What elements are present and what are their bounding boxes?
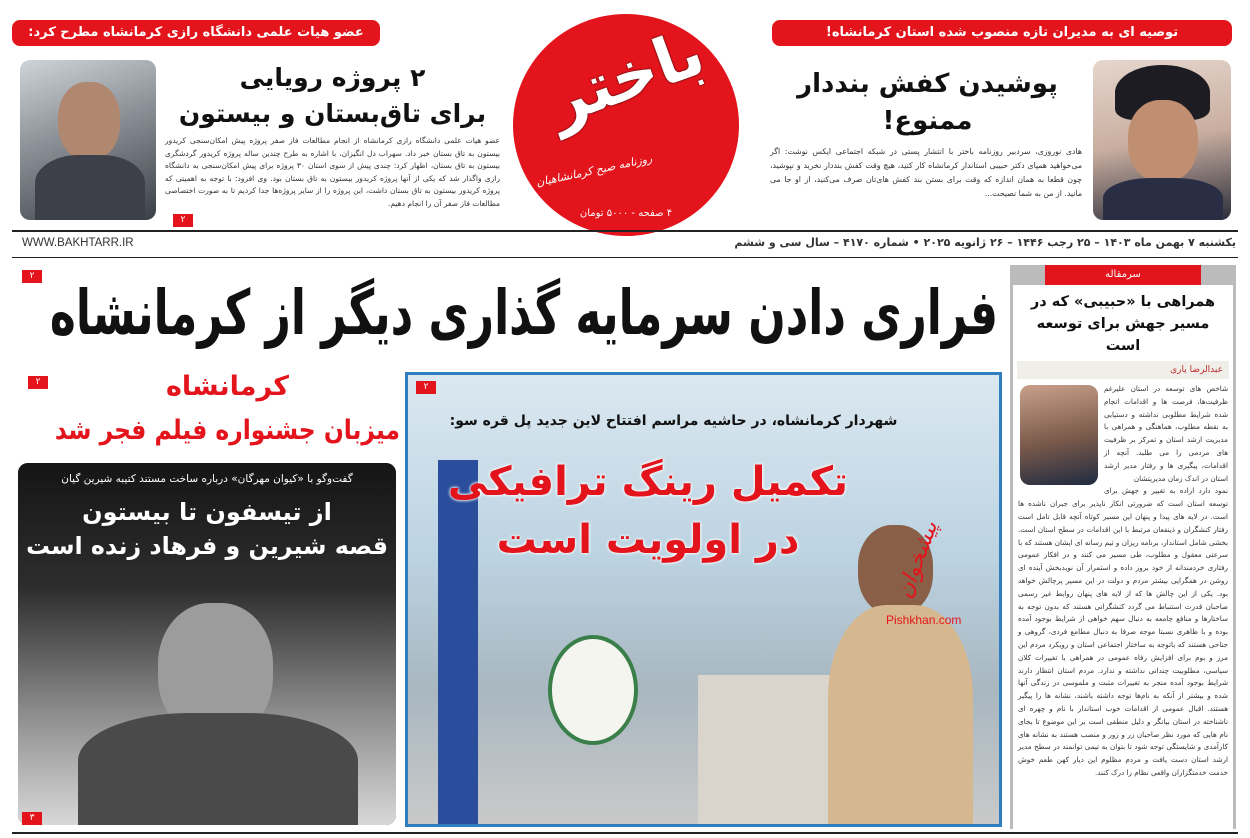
- top-left-photo: [20, 60, 156, 220]
- divider: [12, 257, 1238, 258]
- editorial-author: عبدالرضا یاری: [1017, 361, 1229, 379]
- page-badge: ۲: [28, 376, 48, 389]
- top-right-headline-1[interactable]: پوشیدن کفش بنددار: [797, 69, 1058, 99]
- page-badge: ۳: [22, 812, 42, 825]
- interview-kicker: گفت‌وگو با «کیوان مهرگان» درباره ساخت مستند کتیبه شیرین گیان: [61, 473, 353, 485]
- top-right-headline-2[interactable]: ممنوع!: [882, 106, 973, 136]
- mayor-kicker: شهردار کرمانشاه، در حاشیه مراسم افتتاح لاین جدید پل قره سو:: [449, 413, 898, 429]
- divider: [12, 230, 1238, 232]
- interview-photo-body: [78, 713, 358, 825]
- emblem-image: [548, 635, 638, 745]
- mayor-headline-1: تکمیل رینگ ترافیکی: [447, 459, 848, 505]
- website-link[interactable]: WWW.BAKHTARR.IR: [22, 237, 134, 249]
- top-left-headline-2[interactable]: برای تاق‌بستان و بیستون: [178, 99, 487, 128]
- main-headline[interactable]: فراری دادن سرمایه گذاری دیگر از کرمانشاه: [49, 276, 998, 349]
- festival-headline-1[interactable]: کرمانشاه: [165, 371, 290, 402]
- editorial-intro: شاخص های توسعه در استان علیرغم ظرفیت‌ها، فرصت ها و اقدامات انجام شده شرایط مطلوبی نداشته و دستیابی به نقطه مطلوب، هماهنگی و همراهی با مدیریت ارشد استان و تمرکز بر ظرفیت های مردمی را می طلبد. آنچه از اقدامات، پیگیری ها و رفتار مدیر ارشد استان در اندک زمان مدیریتشان: [1104, 384, 1228, 483]
- logo-tagline: روزنامه صبح کرمانشاهیان: [534, 151, 654, 190]
- interview-box[interactable]: [18, 463, 396, 825]
- editorial-column: [1010, 265, 1236, 829]
- masthead-logo[interactable]: [513, 14, 739, 236]
- top-left-kicker: عضو هیات علمی دانشگاه رازی کرمانشاه مطرح کرد:: [12, 20, 380, 46]
- mayor-headline-2: در اولویت است: [496, 517, 800, 563]
- interview-headline-1: از تیسفون تا بیستون: [82, 498, 332, 526]
- logo-text: باختر: [538, 15, 714, 141]
- top-right-kicker: توصیه ای به مدیران تازه منصوب شده استان کرمانشاه!: [772, 20, 1232, 46]
- interview-headline-2: قصه شیرین و فرهاد زنده است: [26, 532, 389, 560]
- page-badge: ۲: [173, 214, 193, 227]
- watermark-url: Pishkhan.com: [886, 613, 962, 627]
- top-left-body: عضو هیات علمی دانشگاه رازی کرمانشاه از انجام مطالعات فاز صفر پروژه پیش امکان‌سنجی کریدور بیستون به تاق بستان خبر داد. سهراب دل انگیزان، با اشاره به طرح چندین ساله پروژه کریدور گردشگری بیستون به تاق بستان، اظهار کرد: چندی پیش از سوی استان ۳۰ پروژه برای پیش امکان‌سنجی به دانشگاه رازی واگذار شد که یکی از آنها پروژه کریدور بیستون به تاق بستان بود. وی افزود: با توجه به اهمیتی که پروژه کریدور بیستون به تاق بستان داشت، این پروژه را از سایر پروژه‌ها جدا کردیم تا به صورت اختصاصی مطالعات فاز صفر آن را انجام دهیم.: [165, 136, 500, 208]
- mayor-story[interactable]: [405, 372, 1002, 827]
- page-badge: ۲: [416, 381, 436, 394]
- top-left-headline-1[interactable]: ۲ پروژه رویایی: [239, 63, 426, 92]
- watermark-logo: پیشخوان: [892, 517, 944, 602]
- top-right-body: هادی نوروزی، سردبیر روزنامه باختر با انتشار پستی در شبکه اجتماعی ایکس نوشت: اگر می‌خواهید همپای دکتر حبیبی استاندار کرمانشاه کار کنید، هیچ وقت کفش بنددار نخرید و نپوشید، چون قطعا به همان اندازه که وقت برای بستن بند کفش های‌تان صرف می‌کنید، از او جا می مانید. از من به شما نصیحت...: [770, 147, 1082, 198]
- top-right-photo: [1093, 60, 1231, 220]
- festival-headline-2[interactable]: میزبان جشنواره فیلم فجر شد: [54, 415, 400, 446]
- price-label: ۴ صفحه - ۵۰۰۰ تومان: [579, 208, 673, 219]
- editorial-headline[interactable]: همراهی با «حبیبی» که در مسیر جهش برای توسعه است: [1030, 294, 1216, 354]
- editorial-label: سرمقاله: [1045, 265, 1201, 285]
- page-badge: ۲: [22, 270, 42, 283]
- divider: [12, 832, 1238, 834]
- author-photo: [1020, 385, 1098, 485]
- mayor-body: [828, 605, 973, 827]
- dateline: یکشنبه ۷ بهمن ماه ۱۴۰۳ – ۲۵ رجب ۱۴۴۶ – ۲۶ ژانویه ۲۰۲۵ • شماره ۴۱۷۰ – سال سی و ششم: [734, 236, 1236, 249]
- editorial-body: نمود دارد اراده به تغییر و جهش برای توسعه استان است که ضرورتی انکار ناپذیر برای جبران ناشده ها است. در لایه های پیدا و پنهان این مسیر کوتاه آنچه قابل تامل است رفتار کنشگران و ذینفعان مرتبط با این اقدامات در سطح استان است. بخشی شامل استاندار، برنامه ریزان و تیم رسانه ای ایشان هستند که با سرعتی معقول و مطلوب، طی مسیر می کنند و در افکار عمومی رفتاری خردمندانه از خود بروز داده و استمرار آن نویدبخش آینده ای روشن در همگرایی بیشتر مردم و دولت در این مسیر پرچالش خواهد بود. یکی از این چالش ها که از لایه های پنهان روابط غیر رسمی صاحبان قدرت استنباط می گردد کنشگرانی هستند که بدون توجه به ساختارها و منافع جامعه به دنبال سهم خواهی از شرایط بوجود آمده بوده و با ظاهری نسبتا موجه صرفا به دنبال مطامع فردی، گروهی و جناحی هستند که باتوجه به ساختار اجتماعی استان و رویکرد مردم این مرز و بوم برای افزایش رفاه عمومی در همراهی با تغییرات کلان سیاسی، مطلوبیت چندانی نداشته و ندارد. مردم استان انتظار دارند شرایط بوجود آمده منجر به تغییرات مثبت و ملموسی در زندگی آنها شده و بیشتر از آنکه به نام‌ها توجه داشته باشند، نشانه ها را پیگیر هستند. اقبال عمومی از اقدامات خوب استاندار با نام و چهره ای ناشناخته در استان بیانگر و دلیل منطقی است بر این موضوع تا بجای نام هایی که مورد نظر صاحبان زر و زور و منصب هستند به نشانه های کارآمدی و شایستگی توجه شود تا بتوان به تیمی توانمند در سطح مدیر ارشد استان دست یافت و مردم مظلوم این دیار کهن طعم خوش خدمت خدمتگزاران واقعی نظام را درک کنند.: [1018, 486, 1228, 777]
